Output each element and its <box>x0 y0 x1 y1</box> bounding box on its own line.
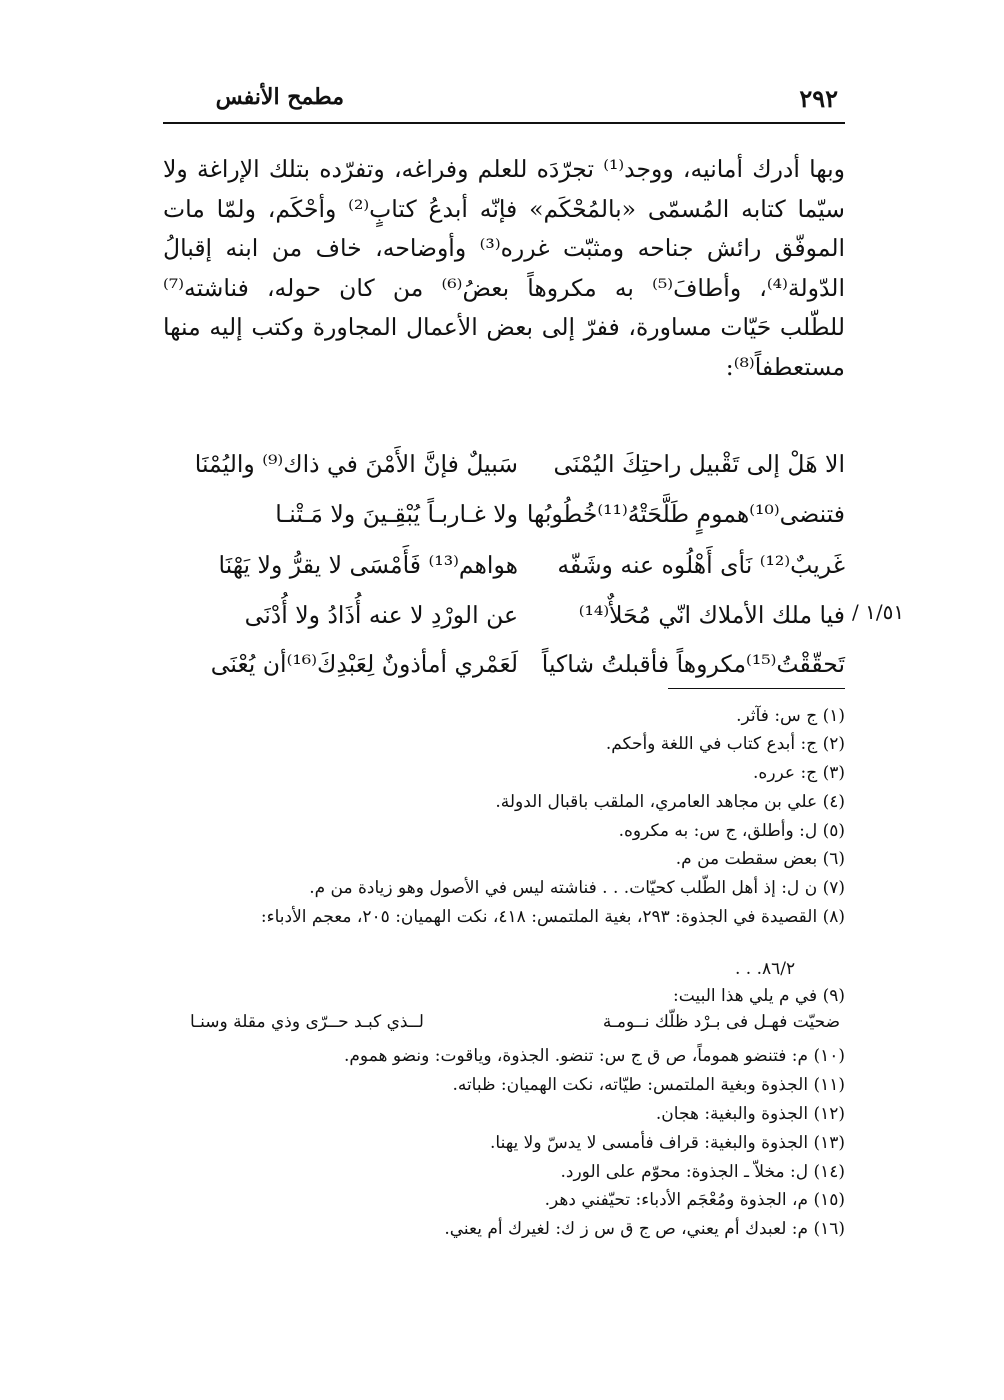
poem-verse <box>163 450 845 500</box>
verse-second-hemistich: لَعَمْري أمأذونٌ لِعَبْدِكَ⁽¹⁶⁾أن يُعْنَى <box>210 650 518 678</box>
footnote: (٨) القصيدة في الجذوة: ٢٩٣، بغية الملتمس: ٤١٨، نكت الهميان: ٢٠٥، معجم الأدباء: <box>260 907 845 927</box>
footnote: (١٦) م: لعبدك أم يعني، ص ج ق س ز ك: لغيرك أم يعني. <box>444 1219 845 1239</box>
main-paragraph <box>163 150 845 387</box>
footnote: (١) ج س: فآثر. <box>736 706 845 726</box>
verse-first-hemistich: تَحقّقْتُ⁽¹⁵⁾مكروهاً فأقبلتُ شاكياً <box>541 650 845 678</box>
verse-first-hemistich: الا هَلْ إلى تَقْبيل راحتِكَ اليُمْنَى <box>553 450 845 478</box>
footnote-verse <box>190 1012 840 1036</box>
header-rule <box>163 122 845 124</box>
verse-first-hemistich: غَريبٌ⁽¹²⁾ نَأى أَهْلُوه عنه وشَفّه <box>557 551 845 579</box>
footnote-continuation: ٨٦/٢. . . <box>735 959 796 979</box>
paragraph-line: للطّلب حَيّات مساورة، ففرّ إلى بعض الأعمال المجاورة وكتب إليه منها <box>163 313 845 341</box>
footnote: (١١) الجذوة وبغية الملتمس: طيّاته، نكت الهميان: ظباته. <box>452 1075 845 1095</box>
footnote-verse-second-hemistich: لــذي كبـد حــرّى وذي مقلة وسنـا <box>190 1012 424 1032</box>
footnote: (٢) ج: أبدع كتاب في اللغة وأحكم. <box>605 734 845 754</box>
paragraph-line: وبها أدرك أمانيه، ووجد⁽¹⁾ تجرّدَه للعلم وفراغه، وتفرّده بتلك الإراغة ولا <box>163 155 845 183</box>
paragraph-line: مستعطفاً⁽⁸⁾: <box>725 352 845 381</box>
poem-verse <box>163 551 845 601</box>
footnote: (٩) في م يلي هذا البيت: <box>673 986 845 1006</box>
poem-verse <box>163 601 845 651</box>
footnote: (٥) ل: وأطلق، ج س: به مكروه. <box>618 821 845 841</box>
footnote: (٣) ج: عرره. <box>753 763 845 783</box>
footnote: (١٤) ل: مخلاّ ـ الجذوة: محوّم على الورد. <box>560 1162 845 1182</box>
verse-second-hemistich: عن الورْدِ لا عنه أُذَادُ ولا أُدْنَى <box>244 601 518 629</box>
footnote: (١٣) الجذوة والبغية: قراف فأمسى لا يدسّ ولا يهنا. <box>490 1133 845 1153</box>
paragraph-line: الدّولة⁽⁴⁾، وأطافَ⁽⁵⁾ به مكروهاً بعضُ⁽⁶⁾ من كان حوله، فناشته⁽⁷⁾ <box>163 273 845 302</box>
footnote: (٦) بعض سقطت من م. <box>675 849 845 869</box>
footnote: (٤) علي بن مجاهد العامري، الملقب باقبال الدولة. <box>495 792 845 812</box>
footnote-separator <box>668 688 845 689</box>
margin-reference: ١/٥١ / <box>852 600 905 624</box>
footnote: (١٥) م، الجذوة ومُعْجَم الأدباء: تحيّفني دهر. <box>544 1190 845 1210</box>
footnote: (١٠) م: فتنضو هموماً، ص ق ج س: تنضو. الجذوة، وياقوت: ونضو هموم. <box>343 1046 845 1066</box>
paragraph-line: الموفّق رائش جناحه ومثبّت غرره⁽³⁾ وأوضاحه، خاف من ابنه إقبالُ <box>163 234 846 262</box>
verse-second-hemistich: هواهم⁽¹³⁾ فَأَمْسَى لا يقرُّ ولا يَهْنَا <box>218 551 518 579</box>
poem-verse <box>163 500 845 550</box>
footnote-verse-first-hemistich: ضحيّت فهـل فى بـرْد ظلّك نــومـة <box>602 1012 840 1032</box>
verse-second-hemistich: ولا غـاربـاً يُبْقِـينَ ولا مَـتْنـا <box>275 500 518 528</box>
running-title: مطمح الأنفس <box>215 84 344 110</box>
page-number: ٢٩٢ <box>799 84 838 113</box>
poem-verse <box>163 650 845 700</box>
footnote: (١٢) الجذوة والبغية: هجان. <box>655 1104 845 1124</box>
paragraph-line: سيّما كتابه المُسمّى «بالمُحْكَم» فإنّه أبدعُ كتابٍ⁽²⁾ وأحْكَم، ولمّا مات <box>163 194 846 223</box>
verse-first-hemistich: فتنضى⁽¹⁰⁾همومٍ طَلَّحَتْهُ⁽¹¹⁾خُطُوبُها <box>526 500 845 528</box>
verse-first-hemistich: فيا ملك الأملاك انّي مُحَلأٌ⁽¹⁴⁾ <box>578 601 845 629</box>
verse-second-hemistich: سَبيلٌ فإنَّ الأَمْنَ في ذاك⁽⁹⁾ واليُمْنَا <box>194 450 518 478</box>
footnote: (٧) ن ل: إذ أهل الطّلب كحيّات. . . فناشته ليس في الأصول وهو زيادة من م. <box>309 878 845 898</box>
